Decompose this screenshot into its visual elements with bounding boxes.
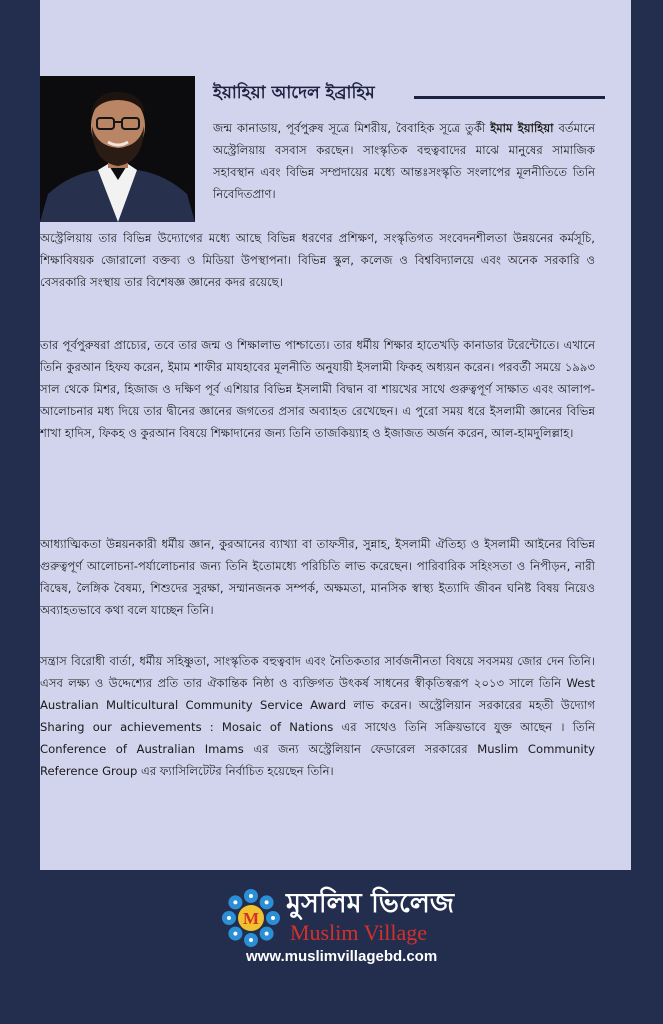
bio-intro bbox=[213, 117, 595, 205]
bio-intro-highlight: ইমাম ইয়াহিয়া bbox=[490, 121, 554, 135]
publisher-website: www.muslimvillagebd.com bbox=[246, 948, 438, 965]
publisher-name-english: Muslim Village bbox=[290, 920, 427, 945]
publisher-name-bangla: মুসলিম ভিলেজ bbox=[286, 888, 455, 919]
bio-paragraph-expertise: আধ্যাত্মিকতা উন্নয়নকারী ধর্মীয় জ্ঞান, কুরআনের ব্যাখ্যা বা তাফসীর, সুন্নাহ, ইসলামী ঐতিহ্য ও ইসলামী আইনের বিভিন্ন গুরুত্বপূর্ণ আলোচনা-পর্যালোচনার জন্য তিনি ইতোমধ্যে পরিচিতি লাভ করেছেন। পারিবারিক সহিংসতা ও নিপীড়ন, নারী বিদ্বেষ, লৈঙ্গিক বৈষম্য, শিশুদের সুরক্ষা, সম্মানজনক সম্পর্ক, অক্ষমতা, মানসিক স্বাস্থ্য ইত্যাদি জীবন ঘনিষ্ট বিষয় নিয়েও অব্যাহতভাবে কথা বলে যাচ্ছেন তিনি। bbox=[40, 537, 595, 617]
title-underline bbox=[414, 96, 605, 99]
publisher-logo-icon bbox=[221, 888, 281, 948]
bio-intro-start: জন্ম কানাডায়, পূর্বপুরুষ সূত্রে মিশরীয়, বৈবাহিক সূত্রে তুর্কী bbox=[213, 121, 491, 135]
bio-paragraph-education: তার পূর্বপুরুষরা প্রাচ্যের, তবে তার জন্ম ও শিক্ষালাভ পাশ্চাত্যে। তার ধর্মীয় শিক্ষার হাতেখড়ি কানাডার টরেন্টোতে। এখানে তিনি কুরআন হিফয করেন, ইমাম শাফীর মাযহাবের মূলনীতি অনুযায়ী ইসলামী ফিকহ অধ্যয়ন করেন। পরবর্তী সময়ে ১৯৯৩ সাল থেকে মিশর, হিজাজ ও দক্ষিণ পূর্ব এশিয়ার বিভিন্ন ইসলামী বিদ্বান বা শায়খের সাথে গুরুত্বপূর্ণ সাক্ষাত এবং আলাপ-আলোচনার মধ্য দিয়ে তার দ্বীনের জ্ঞানের জগতের প্রসার অব্যাহত রেখেছেন। এ পুরো সময় ধরে ইসলামী জ্ঞানের বিভিন্ন শাখা হাদিস, ফিকহ ও কুরআন বিষয়ে শিক্ষাদানের জন্য তিনি তাজকিয়্যাহ ও ইজাজত অর্জন করেন, আল-হামদুলিল্লাহ। bbox=[40, 338, 595, 440]
author-portrait-image bbox=[40, 76, 195, 222]
bio-paragraph-awards: সন্ত্রাস বিরোধী বার্তা, ধর্মীয় সহিষ্ণুতা, সাংস্কৃতিক বহুত্ববাদ এবং নৈতিকতার সার্বজনীনতা বিষয়ে সবসময় জোর দেন তিনি। এসব লক্ষ্য ও উদ্দেশ্যের প্রতি তার ঐকান্তিক নিষ্ঠা ও ব্যক্তিগত উৎকর্ষ সাধনের স্বীকৃতিস্বরূপ ২০১৩ সালে তিনি West Australian Multicultural Community Service Award লাভ করেন। অস্ট্রেলিয়ান সরকারের মহতী উদ্যোগ Sharing our achievements : Mosaic of Nations এর সাথেও তিনি সক্রিয়ভাবে যুক্ত আছেন । তিনি Conference of Australian Imams এর জন্য অস্ট্রেলিয়ান ফেডারেল সরকারের Muslim Community Reference Group এর ফ্যাসিলিটেটর নির্বাচিত হয়েছেন তিনি। bbox=[40, 654, 595, 778]
author-photo bbox=[40, 76, 195, 222]
author-name: ইয়াহিয়া আদেল ইব্রাহিম bbox=[213, 83, 375, 103]
publisher-logo-letter: M bbox=[242, 909, 260, 928]
bio-paragraph-activities: অস্ট্রেলিয়ায় তার বিভিন্ন উদ্যোগের মধ্যে আছে বিভিন্ন ধরণের প্রশিক্ষণ, সংস্কৃতিগত সংবেদনশীলতা উন্নয়নের কর্মসূচি, শিক্ষাবিষয়ক জোরালো বক্তব্য ও মিডিয়া উপস্থাপনা। বিভিন্ন স্কুল, কলেজ ও বিশ্ববিদ্যালয়ে এবং অনেক সরকারি ও বেসরকারি সংস্থায় তার বিশেষজ্ঞ জ্ঞানের কদর রয়েছে। bbox=[40, 231, 595, 289]
bio-intro-end: বর্তমানে অস্ট্রেলিয়ায় বসবাস করছেন। সাংস্কৃতিক বহুত্ববাদের মাঝে মানুষের সামাজিক সহাবস্থান এবং বিভিন্ন সম্প্রদায়ের মধ্যে আন্তঃসংস্কৃতি সংলাপের মূলনীতিতে তিনি নিবেদিতপ্রাণ। bbox=[213, 121, 595, 201]
